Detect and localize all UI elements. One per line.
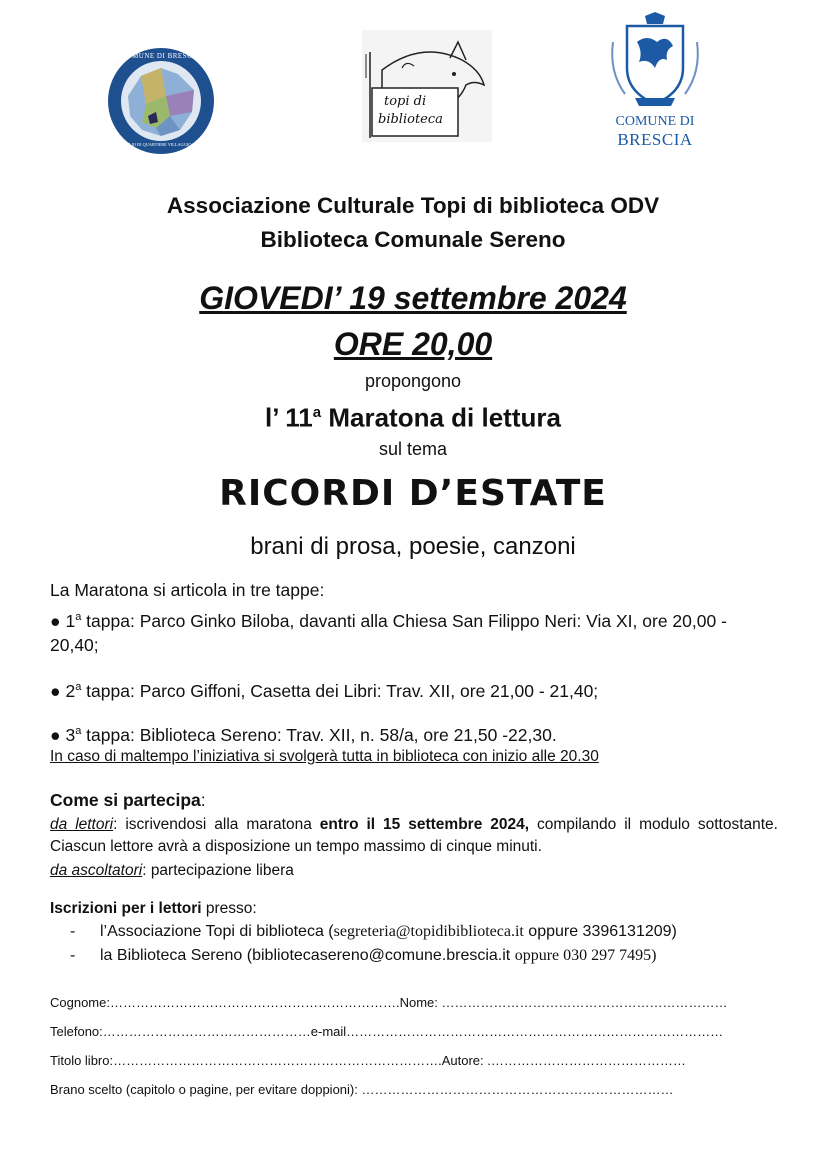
theme-title: RICORDI D’ESTATE [219,473,607,514]
association-email: segreteria@topidibiblioteca.it [333,923,524,940]
listeners-paragraph: da ascoltatori: partecipazione libera [50,862,294,879]
library-phone: oppure 030 297 7495) [514,947,657,964]
comune-brescia-crest-logo [605,12,705,152]
seal-bottom-text: CONSIGLIO DI QUARTIERE VILLAGGIO SERENO [112,142,210,147]
propose-text: propongono [364,371,462,391]
stage-item-2: ● 2$^a$ tappa: Parco Giffoni, Casetta dei Libri: Trav. XII, ore 21,00 - 21,40; [50,680,599,701]
quartiere-seal-logo [106,46,216,156]
readers-label: da lettori [50,816,114,833]
theme-label: sul tema [378,439,448,459]
seal-top-text: COMUNE DI BRESCIA [121,52,201,60]
marathon-ordinal: a [312,404,322,421]
crest-text-comune-di: COMUNE DI [615,114,695,129]
bullet: ● [50,610,61,631]
theme-subtitle: brani di prosa, poesie, canzoni [250,533,576,560]
registration-item-library: - la Biblioteca Sereno (bibliotecasereno@comune.brescia.it oppure 030 297 7495) [70,944,810,968]
deadline: entro il 15 settembre 2024, [319,816,530,833]
marathon-number: l’ 11 [265,402,313,433]
event-time: ORE 20,00 [333,326,493,362]
marathon-label: Maratona di lettura [321,402,561,433]
library-name: Biblioteca Comunale Sereno [260,227,566,252]
form-line-phone-email: Telefono:…………………………………………e-mail…………………………………………………………………………… [50,1024,724,1039]
rain-note: In caso di maltempo l’iniziativa si svolgerà tutta in biblioteca con inizio alle 20.30 [50,748,599,765]
participate-title: Come si partecipa [50,790,201,810]
form-line-book-author: Titolo libro:………………………………………………………………….Autore: .……………………………………… [50,1053,686,1068]
bullet: ● [50,724,61,745]
form-line-surname-name: Cognome:………………………………………………………….Nome: ………………………………………………………… [50,995,728,1010]
marathon-heading [0,396,826,435]
readers-paragraph: da lettori: iscrivendosi alla maratona entro il 15 settembre 2024, compilando il modulo sottostante. Ciascun lettore avrà a disposizione un tempo massimo di cinque minuti. [50,816,778,855]
crest-text-brescia: BRESCIA [617,130,693,149]
registration-heading: Iscrizioni per i lettori presso: [50,900,257,917]
topi-di-biblioteca-logo [362,30,492,142]
dash: - [70,947,76,964]
logo-text-biblioteca: biblioteca [378,112,443,127]
registration-item-association: - l’Associazione Topi di biblioteca (segreteria@topidibiblioteca.it oppure 3396131209) [70,920,810,944]
listeners-label: da ascoltatori [50,862,143,879]
participate-heading: Come si partecipa: [50,790,206,810]
event-date: GIOVEDI’ 19 settembre 2024 [199,280,627,316]
bullet: ● [50,680,61,701]
stage-item-1: ● 1$^a$ tappa: Parco Ginko Biloba, davanti alla Chiesa San Filippo Neri: Via XI, ore 20,00 - 20,40; [50,610,727,655]
logo-text-topi: topi di [384,94,427,109]
form-line-chosen-passage: Brano scelto (capitolo o pagine, per evitare doppioni): ……………………………………………………………… [50,1082,674,1097]
stage-item-3: ● 3$^a$ tappa: Biblioteca Sereno: Trav. XII, n. 58/a, ore 21,50 -22,30. [50,724,557,745]
association-name: Associazione Culturale Topi di biblioteca ODV [166,193,660,218]
stages-intro: La Maratona si articola in tre tappe: [50,580,325,600]
dash: - [70,923,76,940]
